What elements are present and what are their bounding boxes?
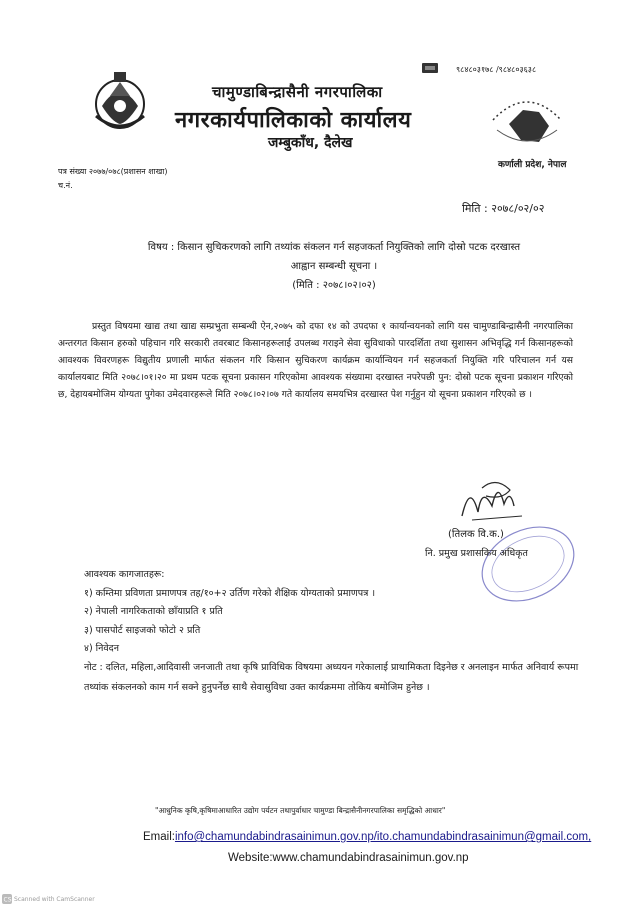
office-address: जम्बुकाँध, दैलेख <box>268 135 353 151</box>
document-item: ३) पासपोर्ट साइजको फोटो २ प्रति <box>84 625 201 636</box>
government-emblem-icon <box>88 66 152 138</box>
subject-date: (मिति : २०७८।०२।०२) <box>292 280 376 291</box>
signatory-title: नि. प्रमुख प्रशासकिय अधिकृत <box>425 548 528 559</box>
svg-text:CS: CS <box>3 896 12 904</box>
note-paragraph: नोट : दलित, महिला,आदिवासी जनजाती तथा कृषि प्राविधिक विषयमा अध्ययन गरेकालाई प्राथामिकता दिइनेछ र अनलाइन मार्फत अनिवार्य रूपमा तथ्यांक संकलनको काम गर्न सक्ने हुनुपर्नेछ साथै सेवासुविधा उक्त कार्यक्रममा तोकिय बमोजिम हुनेछ । <box>84 662 579 693</box>
email-label: Email: <box>143 831 175 843</box>
province-label: कर्णाली प्रदेश, नेपाल <box>498 160 567 170</box>
office-name: चामुण्डाबिन्द्रासैनी नगरपालिका <box>212 83 383 101</box>
subject-line-2: आह्वान सम्बन्धी सूचना । <box>290 261 378 272</box>
footer-email <box>143 831 591 843</box>
footer-website[interactable]: Website:www.chamundabindrasainimun.gov.np <box>228 852 469 864</box>
province-logo-icon <box>487 90 567 150</box>
document-item: २) नेपाली नागरिकताको छाँयाप्रति १ प्रति <box>84 606 223 617</box>
document-item: १) कम्तिमा प्रविणता प्रमाणपत्र तह/१०+२ उर्तिण गरेको शैक्षिक योग्यताको प्रमाणपत्र । <box>84 588 376 599</box>
document-item: ४) निवेदन <box>84 643 119 654</box>
document-date: मिति : २०७८/०२/०२ <box>462 202 545 215</box>
camscanner-icon <box>2 894 12 904</box>
subject-block <box>84 238 584 295</box>
scanner-watermark: Scanned with CamScanner <box>14 896 95 903</box>
body-paragraph: प्रस्तुत विषयमा खाद्य तथा खाद्य सम्प्रभुता सम्बन्धी ऐन,२०७५ को दफा १४ को उपदफा १ कार्यान्वयनको लागि यस चामुण्डाबिन्द्रासैनी नगरपालिका अन्तरगत किसान हरुको पहिचान गरि सरकारी तवरबाट किसानहरूलाई उपलब्ध गराइने सेवा सुविधाको पारदर्शिता तथा सुशासन अभिवृद्धि गर्न किसानहरूको आवश्यक विवरणहरू विद्युतीय प्रणाली मार्फत संकलन गरि किसान सुचिकरण कार्यक्रम कार्यान्वियन गर्न सहजकर्ता नियुक्ति गरि परिचालन गर्न यस कार्यालयबाट मिति २०७८।०१।२० मा प्रथम पटक सूचना प्रकासन गरिएकोमा आवश्यक संख्यामा दरखास्त नपरेपछी पुन: दोस्रो पटक सूचना प्रकाशन गरिएको छ, देहायबमोजिम योग्यता पुगेका उमेदवारहरूले मिति २०७८।०२।०७ गते कार्यालय समयभित्र दरखास्त पेश गर्नुहुन यो सूचना प्रकाशन गरिएको छ । <box>58 321 573 401</box>
office-title: नगरकार्यपालिकाको कार्यालय <box>175 108 412 133</box>
dispatch-number: च.नं. <box>58 181 73 190</box>
documents-heading: आवश्यक कागजातहरू: <box>84 569 165 580</box>
signatory-name: (तिलक वि.क.) <box>448 529 504 540</box>
footer-tagline: "आधुनिक कृषि,कृषिमाआधारित उद्योग पर्यटन तथापुर्वाधार चामुण्डा बिन्द्रासैनीनगरपालिका समृद्धिको आधार" <box>155 806 446 815</box>
subject-line-1: विषय : किसान सुचिकरणको लागि तथ्यांक संकलन गर्न सहजकर्ता नियुक्तिको लागि दोस्रो पटक दरखास्त <box>147 242 521 253</box>
reference-number: पत्र संख्या २०७७/०७८(प्रशासन शाखा) <box>58 167 168 176</box>
phone-icon <box>422 63 438 73</box>
phone-numbers: ९८४८०३१७८ /९८४८०३६३८ <box>456 65 537 74</box>
email-link[interactable]: info@chamundabindrasainimun.gov.np/ito.chamundabindrasainimun@gmail.com, <box>174 831 592 843</box>
